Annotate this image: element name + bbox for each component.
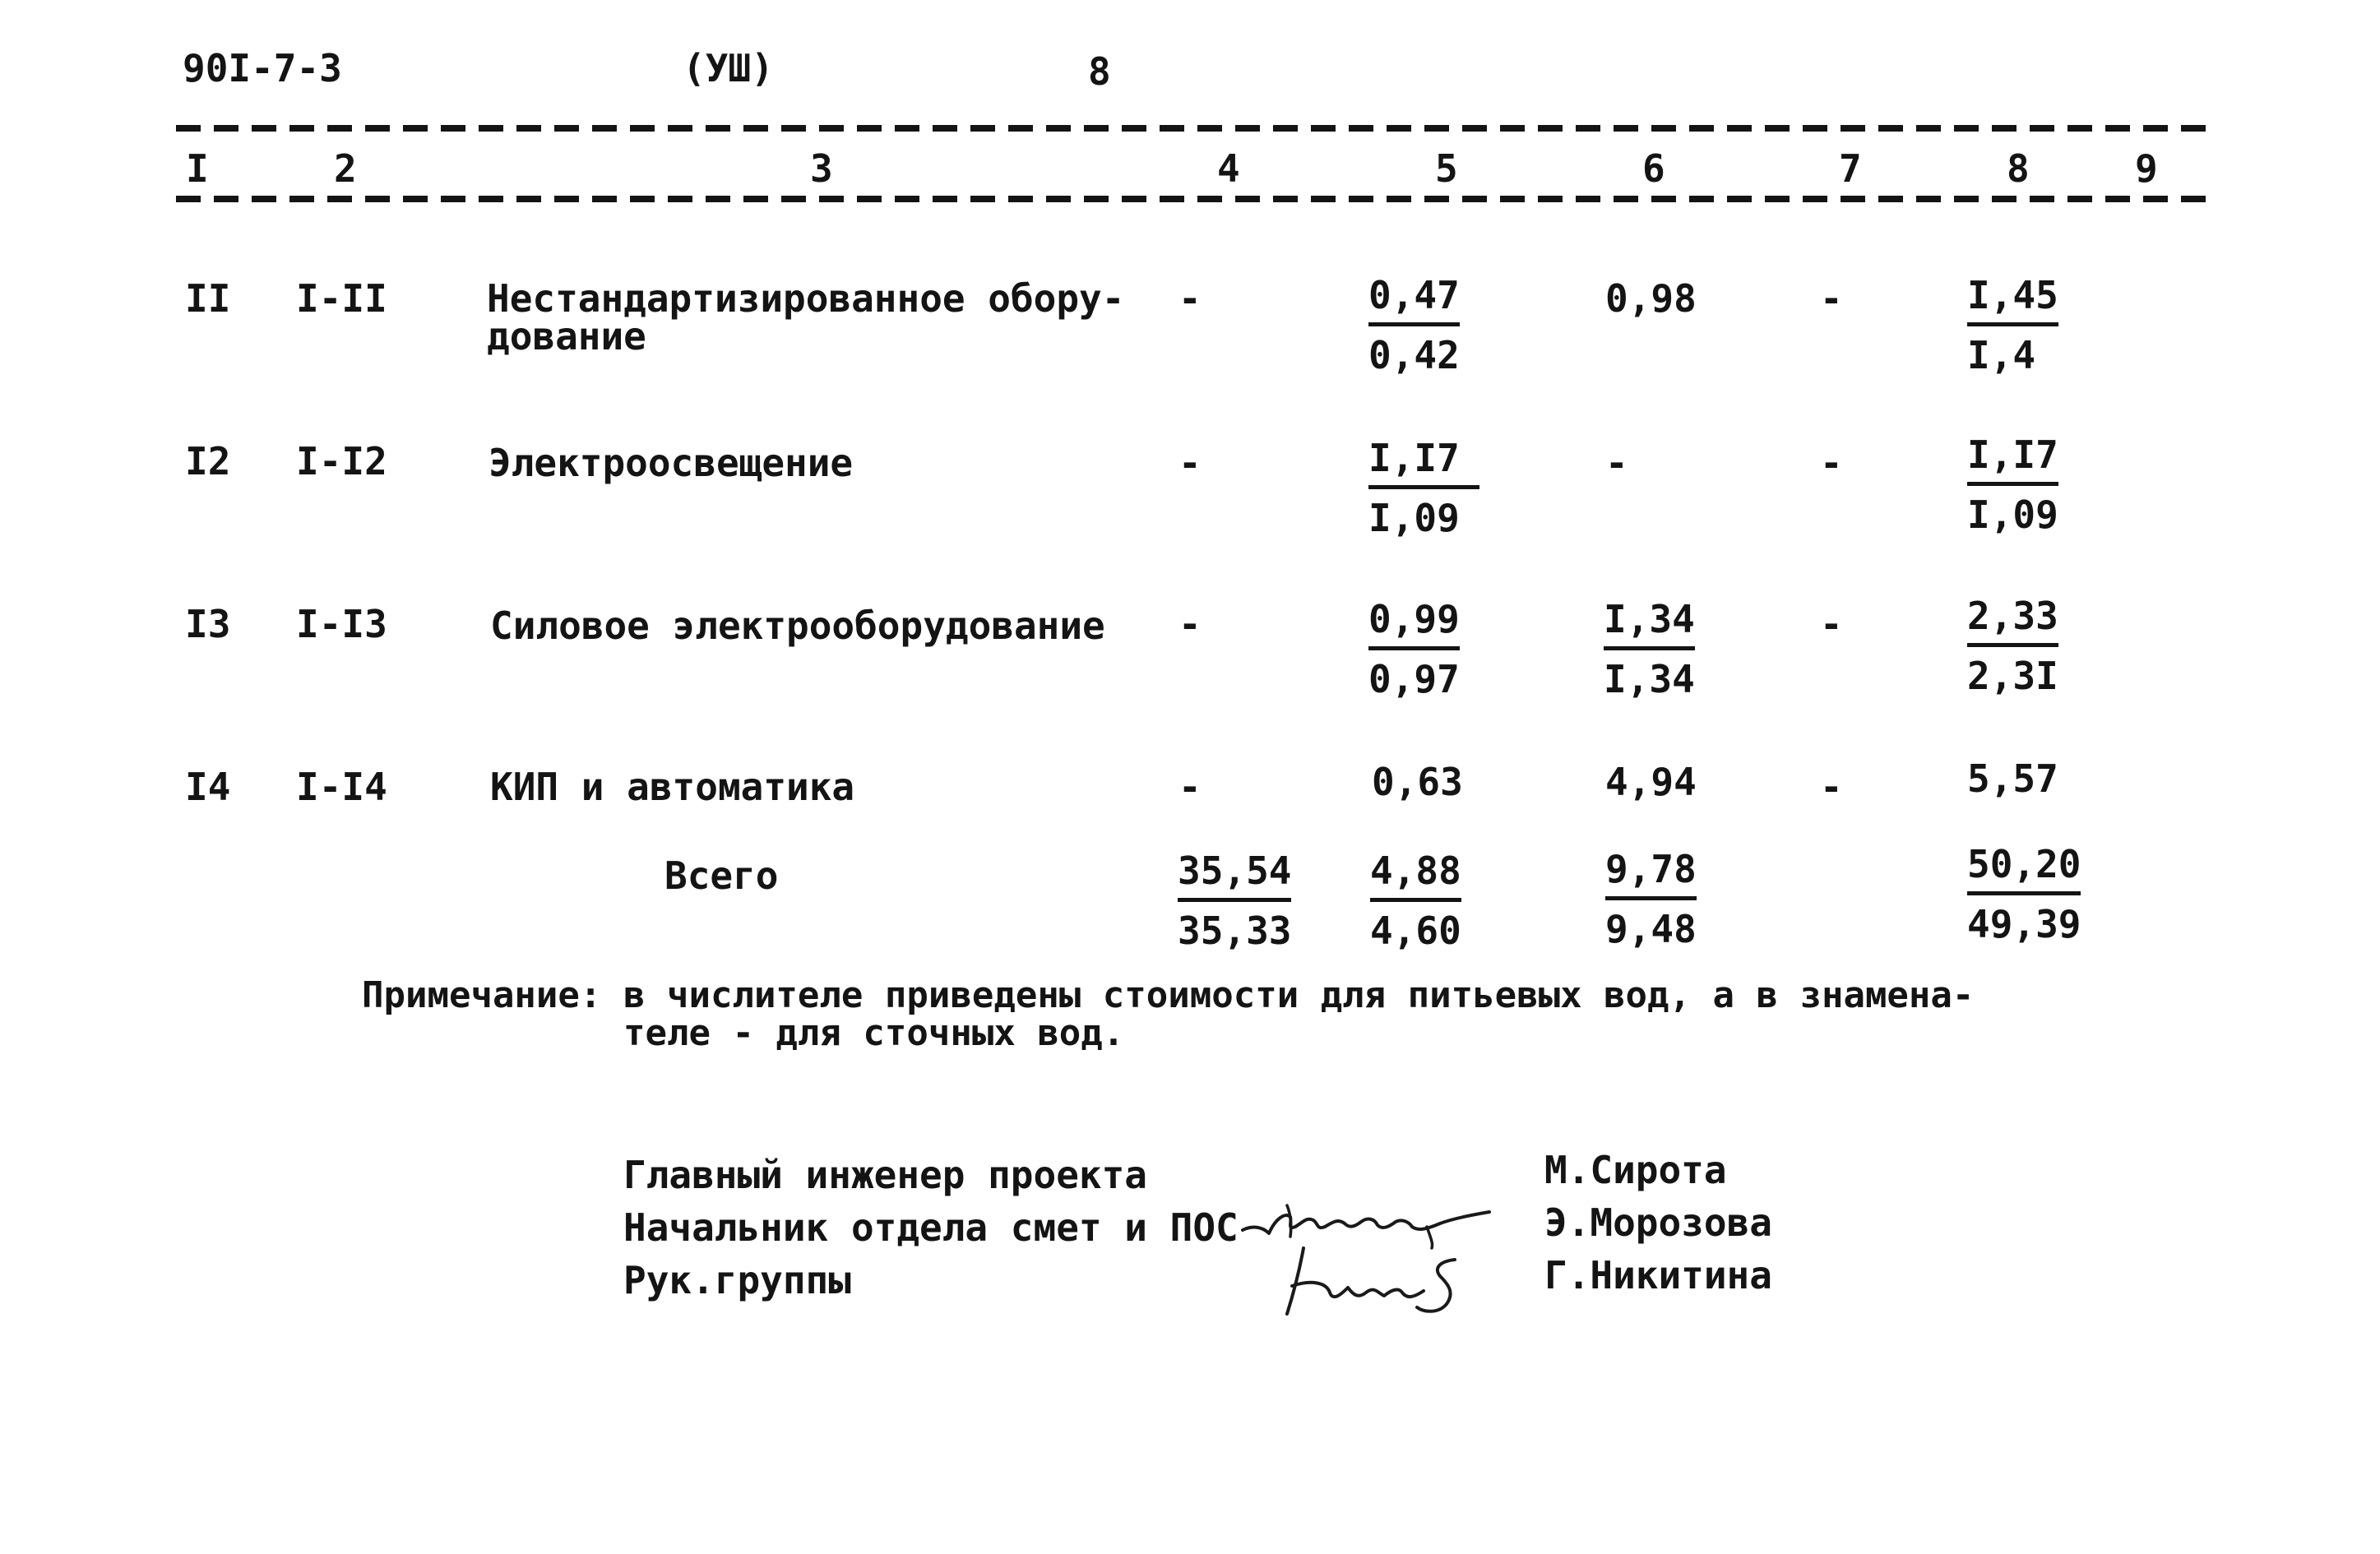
cell-col6: -: [1605, 441, 1628, 485]
col-header-7: 7: [1839, 146, 1862, 191]
cell-col5-fraction: [1368, 597, 1460, 701]
numerator: 9,78: [1605, 850, 1697, 900]
cell-col4: -: [1178, 441, 1202, 485]
numerator: 0,99: [1368, 600, 1460, 650]
denominator: I,4: [1967, 333, 2036, 377]
numerator: I,I7: [1368, 439, 1479, 489]
dashed-rule-top: [176, 125, 2212, 132]
dashed-rule-bottom: [176, 196, 2212, 202]
cell-col4: -: [1178, 602, 1202, 646]
cell-col5: 0,63: [1372, 760, 1463, 804]
denominator: 0,97: [1368, 657, 1460, 701]
signatory-name: М.Сирота: [1544, 1148, 1727, 1192]
numerator: 35,54: [1178, 852, 1291, 902]
numerator: 0,47: [1368, 276, 1460, 326]
signatory-title: Главный инженер проекта: [623, 1153, 1147, 1197]
denominator: 4,60: [1370, 909, 1461, 953]
numerator: I,34: [1604, 600, 1695, 650]
numerator: 50,20: [1967, 845, 2081, 895]
cell-col5-fraction: [1368, 273, 1460, 377]
cell-col8: 5,57: [1967, 756, 2058, 801]
cell-col4: -: [1178, 765, 1202, 809]
row-number: I2: [185, 439, 231, 483]
denominator: 9,48: [1605, 907, 1697, 951]
row-number: I3: [185, 602, 231, 646]
row-code: I-II: [296, 276, 387, 321]
note-text-line1: в числителе приведены стоимости для питьевых вод, а в знамена-: [623, 974, 1975, 1016]
denominator: I,09: [1368, 496, 1460, 540]
cell-col7: -: [1820, 602, 1843, 646]
signatory-name: Г.Никитина: [1544, 1253, 1772, 1297]
total-label: Всего: [664, 853, 779, 898]
row-name: Электроосвещение: [489, 441, 854, 485]
cell-col4: -: [1178, 276, 1202, 321]
row-name-continued: дование: [487, 314, 646, 358]
col-header-6: 6: [1642, 146, 1665, 191]
row-code: I-I4: [296, 765, 387, 809]
total-col5-fraction: [1370, 849, 1461, 953]
numerator: 4,88: [1370, 852, 1461, 902]
cell-col6-fraction: [1604, 597, 1695, 701]
col-header-9: 9: [2135, 146, 2158, 191]
signatory-title: Начальник отдела смет и ПОС: [623, 1205, 1239, 1250]
denominator: 49,39: [1967, 902, 2081, 946]
cell-col6: 4,94: [1605, 760, 1697, 804]
handwritten-signature: [1279, 1242, 1476, 1324]
signatory-name: Э.Морозова: [1544, 1200, 1772, 1245]
row-number: I4: [185, 765, 231, 809]
cell-col6: 0,98: [1605, 276, 1697, 321]
col-header-4: 4: [1217, 146, 1240, 191]
total-col4-fraction: [1178, 849, 1292, 953]
page-number: 8: [1088, 49, 1111, 94]
denominator: 2,3I: [1967, 654, 2058, 698]
note-label: Примечание:: [362, 974, 602, 1016]
total-col8-fraction: [1967, 842, 2081, 946]
row-name: КИП и автоматика: [490, 765, 855, 809]
col-header-2: 2: [334, 146, 357, 191]
denominator: 0,42: [1368, 333, 1460, 377]
cell-col7: -: [1820, 765, 1843, 809]
note-text-line2: теле - для сточных вод.: [623, 1012, 1125, 1054]
numerator: I,45: [1967, 276, 2058, 326]
cell-col8-fraction: [1967, 273, 2058, 377]
col-header-3: 3: [810, 146, 833, 191]
row-name: Силовое электрооборудование: [490, 604, 1105, 648]
numerator: 2,33: [1967, 597, 2058, 647]
denominator: I,09: [1967, 493, 2058, 537]
denominator: 35,33: [1178, 909, 1292, 953]
doc-code: 90I-7-3: [183, 46, 342, 90]
cell-col7: -: [1820, 441, 1843, 485]
cell-col5-fraction: [1368, 436, 1479, 540]
total-col6-fraction: [1605, 847, 1697, 951]
cell-col8-fraction: [1967, 432, 2058, 537]
row-name: Нестандартизированное обору-: [487, 276, 1125, 321]
denominator: I,34: [1604, 657, 1695, 701]
col-header-1: I: [186, 146, 209, 191]
row-code: I-I2: [296, 439, 387, 483]
signatory-title: Рук.группы: [623, 1258, 851, 1302]
cell-col7: -: [1820, 276, 1843, 321]
col-header-5: 5: [1435, 146, 1458, 191]
row-number: II: [185, 276, 231, 321]
section-label: (УШ): [683, 46, 774, 90]
cell-col8-fraction: [1967, 594, 2058, 698]
col-header-8: 8: [2007, 146, 2030, 191]
row-code: I-I3: [296, 602, 387, 646]
numerator: I,I7: [1967, 436, 2058, 486]
